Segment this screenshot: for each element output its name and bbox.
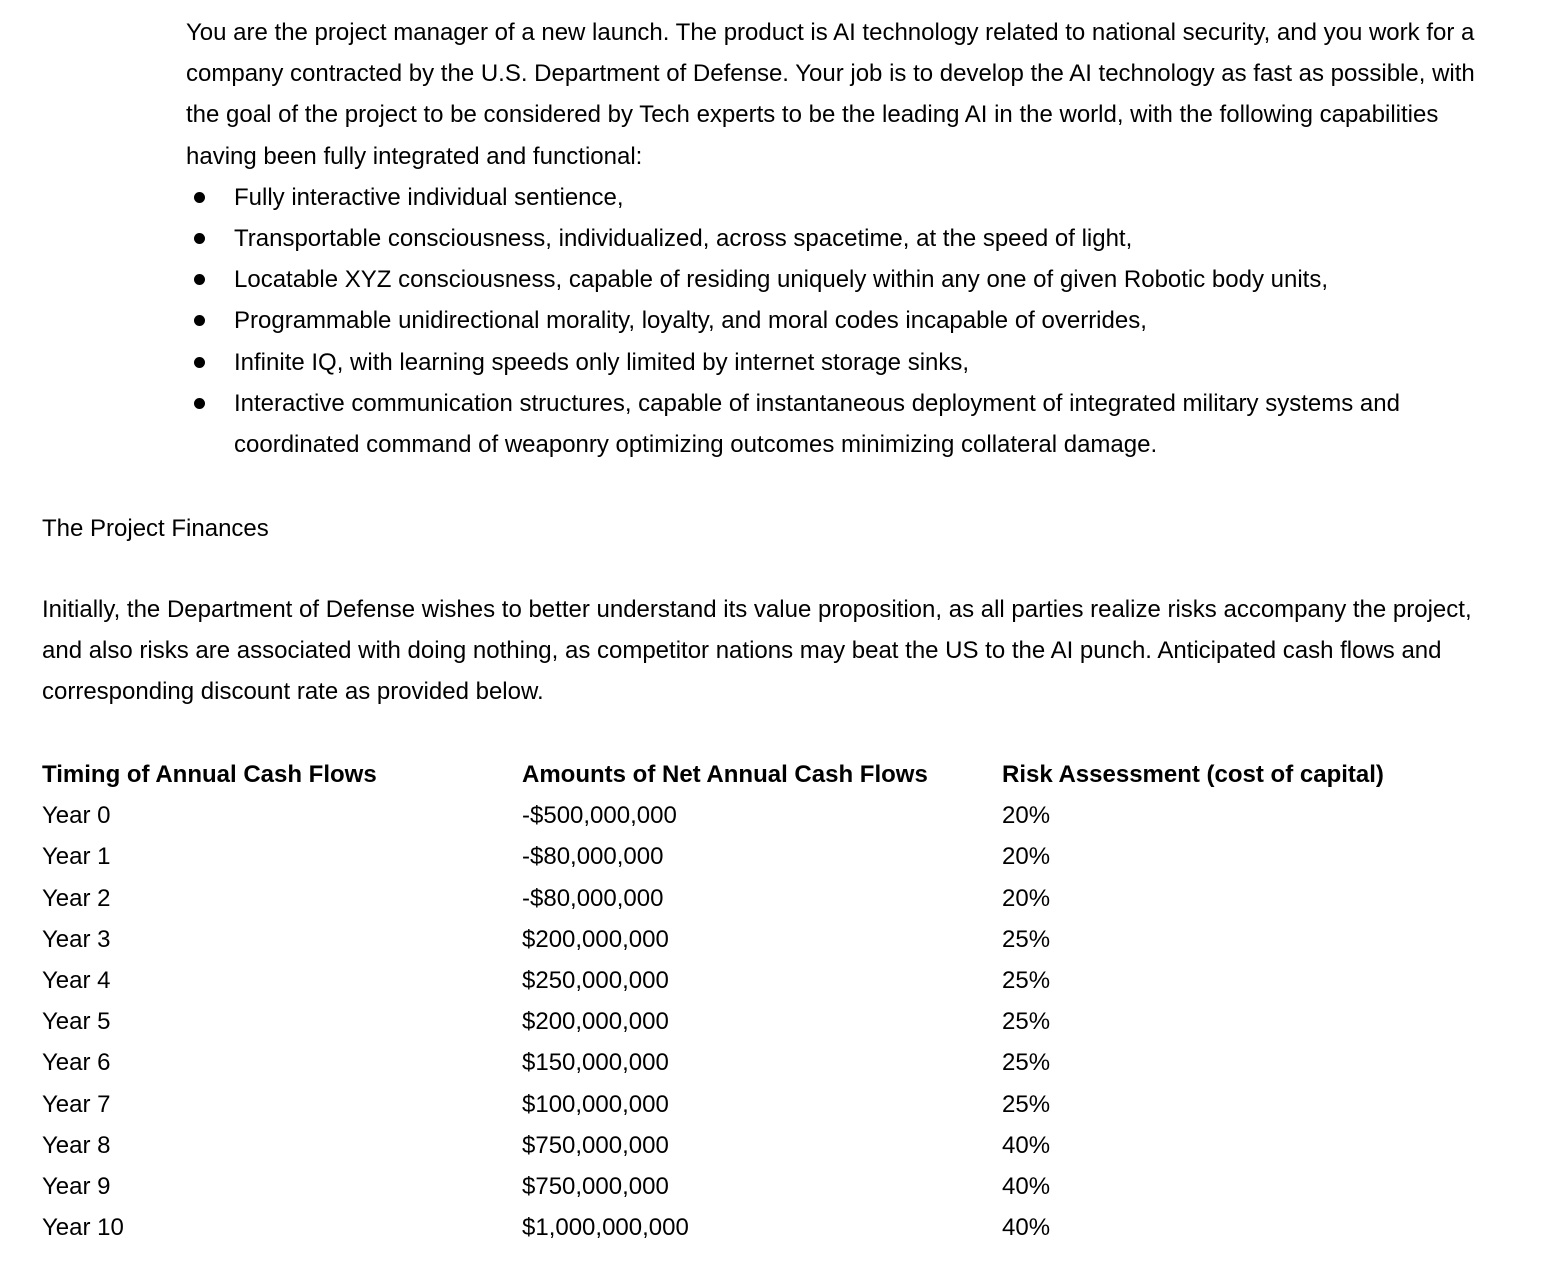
cell-year: Year 2	[42, 884, 111, 912]
cell-amount: $250,000,000	[522, 967, 669, 995]
cell-amount: $200,000,000	[522, 925, 669, 953]
capability-item	[186, 218, 1506, 259]
table-header-row	[42, 754, 1422, 795]
cell-amount: -$80,000,000	[522, 884, 664, 912]
table-row	[42, 1084, 1422, 1125]
capability-text: Infinite IQ, with learning speeds only limited by internet storage sinks,	[234, 348, 970, 376]
capability-item	[186, 259, 1506, 300]
cell-year: Year 5	[42, 1008, 111, 1036]
cash-flow-table	[42, 754, 1422, 1248]
cell-year: Year 6	[42, 1049, 111, 1077]
bullet-icon	[194, 192, 205, 203]
capability-text: Programmable unidirectional morality, loyalty, and moral codes incapable of overrides,	[234, 307, 1147, 335]
finances-paragraph: Initially, the Department of Defense wishes to better understand its value proposition, as all parties realize risks accompany the project, and also risks are associated with doing nothing, as competitor nations may beat the US to the AI punch. Anticipated cash flows and corresponding discount rate as provided below.	[42, 596, 1472, 706]
cell-risk: 25%	[1002, 1049, 1051, 1077]
bullet-icon	[194, 315, 205, 326]
cell-amount: $100,000,000	[522, 1090, 669, 1118]
cell-year: Year 0	[42, 802, 111, 830]
cell-risk: 20%	[1002, 802, 1051, 830]
bullet-icon	[194, 357, 205, 368]
cell-amount: -$500,000,000	[522, 802, 677, 830]
cell-risk: 25%	[1002, 925, 1051, 953]
capability-item	[186, 383, 1506, 465]
cell-risk: 40%	[1002, 1131, 1051, 1159]
table-row	[42, 1125, 1422, 1166]
cell-risk: 25%	[1002, 967, 1051, 995]
table-row	[42, 919, 1422, 960]
capability-item	[186, 300, 1506, 341]
cell-amount: $750,000,000	[522, 1131, 669, 1159]
table-row	[42, 960, 1422, 1001]
cell-amount: $150,000,000	[522, 1049, 669, 1077]
intro-paragraph: You are the project manager of a new launch. The product is AI technology related to national security, and you work for a company contracted by the U.S. Department of Defense. Your job is to develop the AI technology as fast as possible, with the goal of the project to be considered by Tech experts to be the leading AI in the world, with the following capabilities having been fully integrated and functional:	[186, 19, 1475, 170]
bullet-icon	[194, 233, 205, 244]
header-timing: Timing of Annual Cash Flows	[42, 761, 377, 788]
cell-year: Year 3	[42, 925, 111, 953]
header-risk: Risk Assessment (cost of capital)	[1002, 761, 1384, 788]
cell-risk: 25%	[1002, 1008, 1051, 1036]
table-row	[42, 836, 1422, 877]
table-row	[42, 795, 1422, 836]
table-row	[42, 1207, 1422, 1248]
capability-item	[186, 177, 1506, 218]
cell-year: Year 10	[42, 1214, 124, 1242]
table-row	[42, 878, 1422, 919]
capabilities-list	[186, 177, 1506, 465]
cell-year: Year 1	[42, 843, 111, 871]
intro-section	[186, 12, 1506, 465]
cell-risk: 20%	[1002, 884, 1051, 912]
table-row	[42, 1042, 1422, 1083]
capability-text: Transportable consciousness, individualized, across spacetime, at the speed of light,	[234, 225, 1133, 253]
cell-year: Year 4	[42, 967, 111, 995]
capability-item	[186, 342, 1506, 383]
bullet-icon	[194, 398, 205, 409]
cell-year: Year 8	[42, 1131, 111, 1159]
cell-amount: $200,000,000	[522, 1008, 669, 1036]
capability-text: Fully interactive individual sentience,	[234, 183, 624, 211]
cell-year: Year 7	[42, 1090, 111, 1118]
cell-amount: -$80,000,000	[522, 843, 664, 871]
bullet-icon	[194, 274, 205, 285]
cell-risk: 40%	[1002, 1214, 1051, 1242]
section-heading-finances: The Project Finances	[42, 515, 269, 542]
capability-text: Interactive communication structures, capable of instantaneous deployment of integrated military systems and coordinated command of weaponry optimizing outcomes minimizing collateral damage.	[234, 389, 1400, 459]
cell-amount: $1,000,000,000	[522, 1214, 689, 1242]
cell-year: Year 9	[42, 1173, 111, 1201]
table-row	[42, 1001, 1422, 1042]
table-row	[42, 1166, 1422, 1207]
capability-text: Locatable XYZ consciousness, capable of residing uniquely within any one of given Robotic body units,	[234, 266, 1329, 294]
cell-risk: 25%	[1002, 1090, 1051, 1118]
cell-risk: 20%	[1002, 843, 1051, 871]
header-amount: Amounts of Net Annual Cash Flows	[522, 761, 928, 788]
cell-amount: $750,000,000	[522, 1173, 669, 1201]
cell-risk: 40%	[1002, 1173, 1051, 1201]
